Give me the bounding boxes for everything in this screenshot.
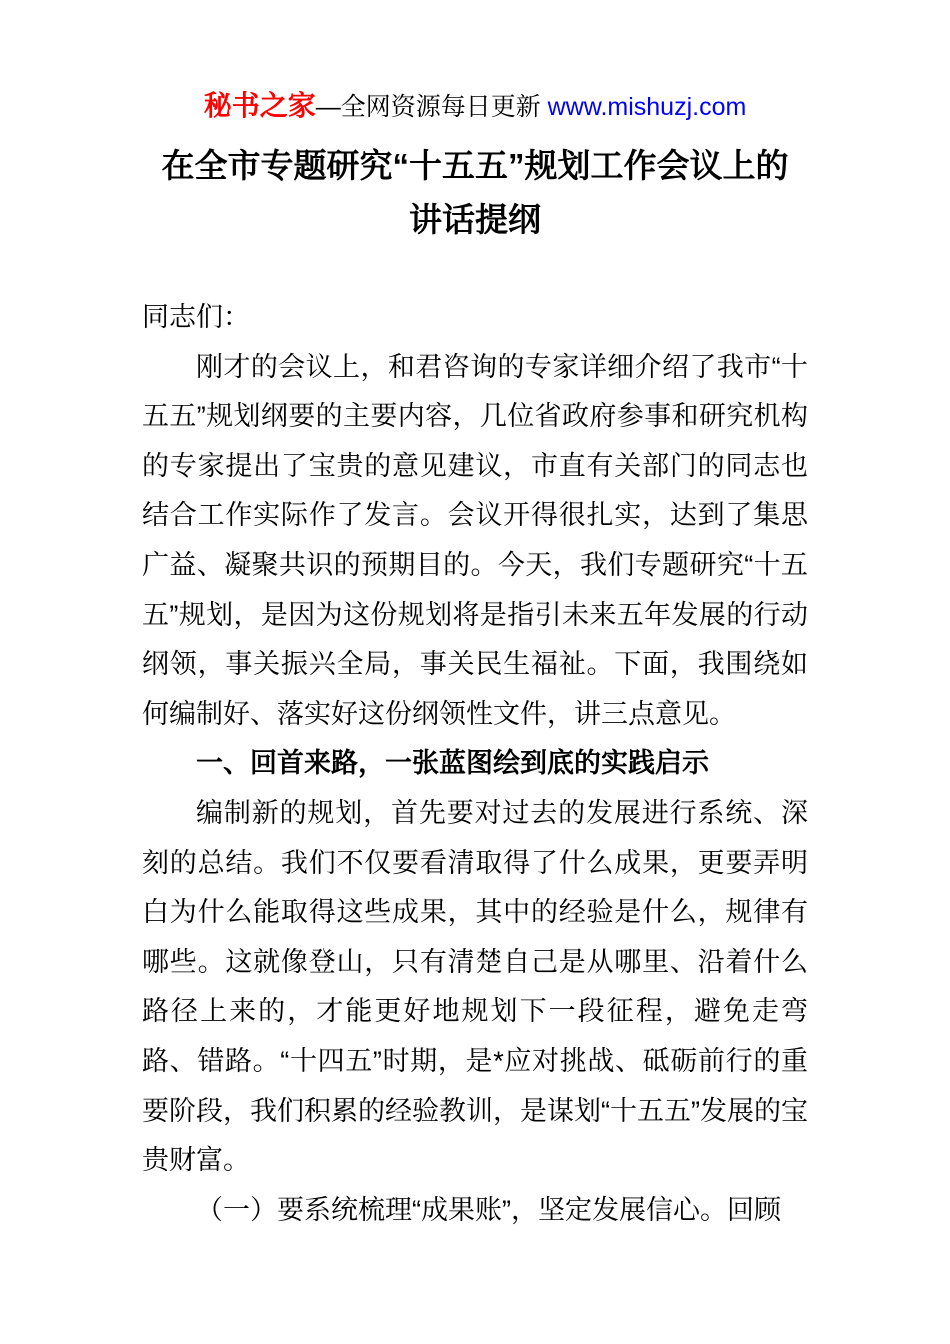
site-header xyxy=(0,0,950,125)
paragraph: 同志们： xyxy=(142,302,250,332)
document-title-line1: 在全市专题研究“十五五”规划工作会议上的 xyxy=(161,147,789,184)
paragraph: 编制新的规划，首先要对过去的发展进行系统、深刻的总结。我们不仅要看清取得了什么成果，更要弄明白为什么能取得这些成果，其中的经验是什么，规律有哪些。这就像登山，只有清楚自己是从哪里、沿着什么路径上来的，才能更好地规划下一段征程，避免走弯路、错路。“十四五”时期，是*应对挑战、砥砺前行的重要阶段，我们积累的经验教训，是谋划“十五五”发展的宝贵财富。 xyxy=(142,797,808,1176)
document-title-line2: 讲话提纲 xyxy=(409,201,541,238)
document-title xyxy=(125,139,825,247)
site-brand: 秘书之家 xyxy=(203,90,316,121)
header-dash: — xyxy=(315,93,341,121)
site-url-link[interactable]: www.mishuzj.com xyxy=(547,93,747,121)
document-body xyxy=(142,293,808,1235)
section-heading: 一、回首来路，一张蓝图绘到底的实践启示 xyxy=(196,748,709,779)
paragraph: （一）要系统梳理“成果账”，坚定发展信心。回顾 xyxy=(196,1194,781,1225)
paragraph: 刚才的会议上，和君咨询的专家详细介绍了我市“十五五”规划纲要的主要内容，几位省政府参事和研究机构的专家提出了宝贵的意见建议，市直有关部门的同志也结合工作实际作了发言。会议开得很扎实，达到了集思广益、凝聚共识的预期目的。今天，我们专题研究“十五五”规划，是因为这份规划将是指引未来五年发展的行动纲领，事关振兴全局，事关民生福祉。下面，我围绕如何编制好、落实好这份纲领性文件，讲三点意见。 xyxy=(142,351,808,729)
site-tagline: 全网资源每日更新 xyxy=(340,93,548,121)
